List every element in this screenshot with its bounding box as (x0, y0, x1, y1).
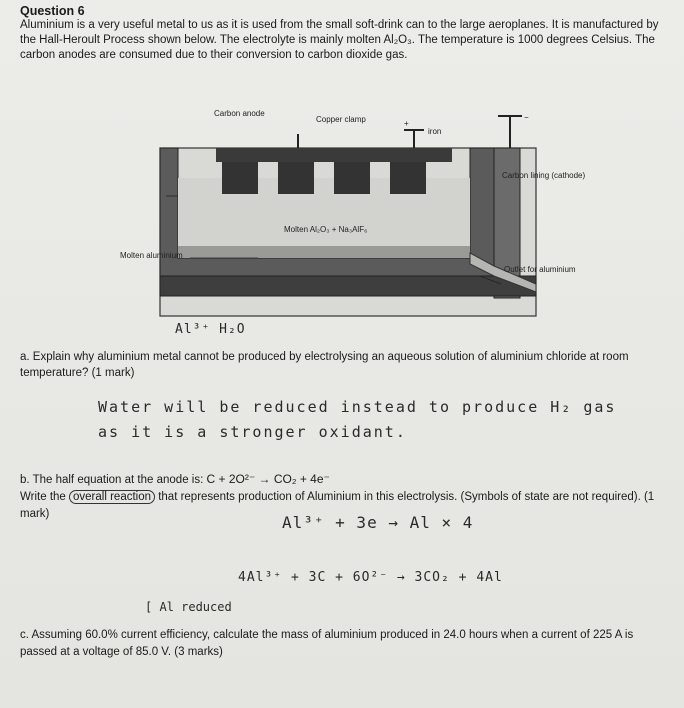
part-b-text-end: that represents production of Aluminium in this electrolysis. (Symbols of state are not required). (1 mark) (20, 491, 655, 520)
handwritten-answer-b-note: [ Al reduced (145, 600, 232, 614)
molten-electrolyte (178, 178, 470, 246)
overall-reaction-circled: overall reaction (69, 490, 155, 504)
handwritten-answer-b-step1: Al³⁺ + 3e → Al × 4 (282, 513, 474, 532)
handwritten-answer-a-line2: as it is a stronger oxidant. (98, 423, 407, 441)
label-iron: iron (428, 127, 442, 136)
label-carbon-anode: Carbon anode (214, 109, 265, 118)
anode-half-equation: C + 2O²⁻ → CO₂ + 4e⁻ (206, 472, 330, 486)
label-molten-electrolyte: Molten Al₂O₃ + Na₃AlF₆ (284, 225, 368, 234)
handwritten-ion-note: Al³⁺ H₂O (175, 322, 246, 337)
molten-aluminium-layer (178, 246, 470, 258)
hall-heroult-diagram (118, 108, 588, 318)
question-intro: Aluminium is a very useful metal to us as it is used from the small soft-drink can to the large aeroplanes. It is manufactured by the Hall-Heroult Process shown below. The electrolyte is mainly molten Al₂O₃. The temperature is 1000 degrees Celsius. The carbon anodes are consumed due to their conversion to carbon dioxide gas. (20, 19, 659, 61)
label-copper-clamp: Copper clamp (316, 115, 366, 124)
label-minus-terminal: − (524, 113, 529, 122)
label-plus-terminal: + (404, 119, 409, 128)
handwritten-answer-b-step2: 4Al³⁺ + 3C + 6O²⁻ → 3CO₂ + 4Al (238, 570, 503, 585)
carbon-anode-3 (334, 162, 370, 194)
anode-bar (216, 148, 452, 162)
part-b-text-start: Write the (20, 491, 66, 503)
handwritten-answer-a-line1: Water will be reduced instead to produce H₂ gas (98, 398, 617, 416)
carbon-anode-2 (278, 162, 314, 194)
label-molten-aluminium: Molten aluminium (120, 251, 183, 260)
part-b-lead: b. The half equation at the anode is: (20, 474, 204, 486)
label-outlet: Outlet for aluminium (504, 265, 576, 274)
carbon-anode-4 (390, 162, 426, 194)
question-title: Question 6 (20, 4, 85, 18)
cell-base (160, 276, 536, 296)
label-carbon-lining: Carbon lining (cathode) (502, 171, 586, 180)
part-c-question: c. Assuming 60.0% current efficiency, calculate the mass of aluminium produced in 24.0 hours when a current of 225 A is passed at a voltage of 85.0 V. (3 marks) (20, 629, 634, 658)
carbon-anode-1 (222, 162, 258, 194)
part-a-question: a. Explain why aluminium metal cannot be produced by electrolysing an aqueous solution of aluminium chloride at room temperature? (1 mark) (20, 351, 629, 379)
